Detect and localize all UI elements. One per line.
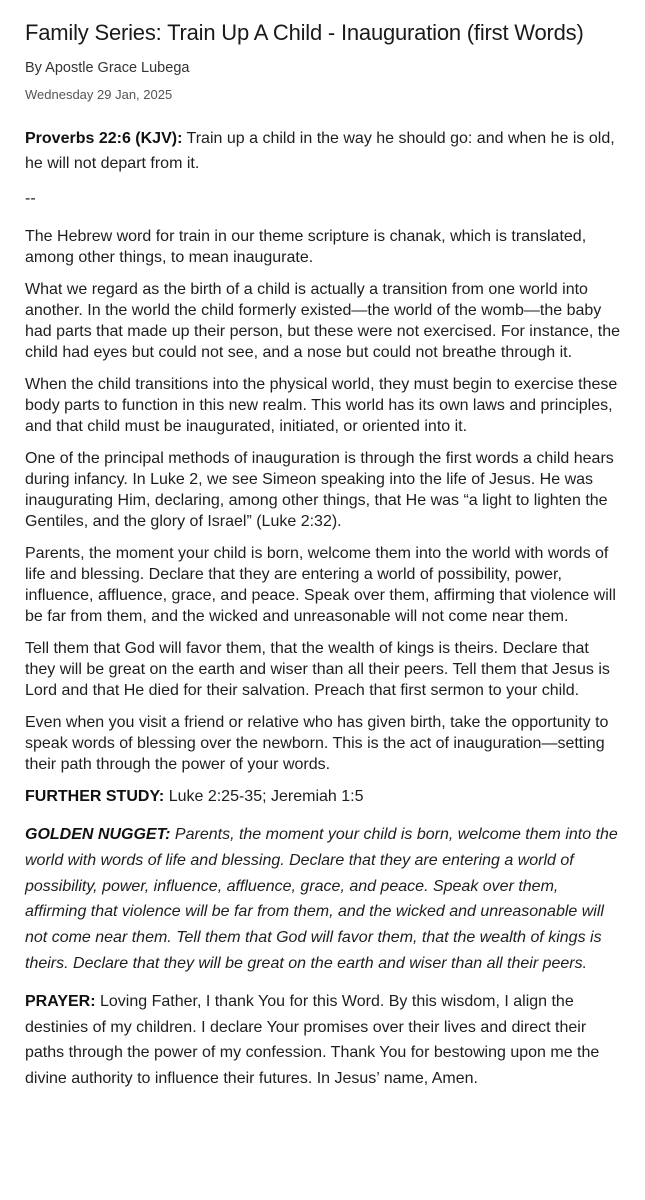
golden-nugget <box>25 822 621 977</box>
body-paragraph-3: When the child transitions into the physical world, they must begin to exercise these body parts to function in this new realm. This world has its own laws and principles, and that child must be inaugurated, initiated, or oriented into it. <box>25 376 618 435</box>
further-study <box>25 786 621 807</box>
body-paragraph-6: Tell them that God will favor them, that the wealth of kings is theirs. Declare that they will be great on the earth and wiser than all their peers. Tell them that Jesus is Lord and that He died for their salvation. Preach that first sermon to your child. <box>25 640 610 699</box>
scripture-reference: Proverbs 22:6 (KJV): <box>25 130 183 147</box>
author-byline: By Apostle Grace Lubega <box>25 60 190 76</box>
publish-date: Wednesday 29 Jan, 2025 <box>25 87 173 102</box>
further-study-text: Luke 2:25-35; Jeremiah 1:5 <box>164 788 364 805</box>
further-study-label: FURTHER STUDY: <box>25 788 165 805</box>
body-paragraph-2: What we regard as the birth of a child is actually a transition from one world into another. In the world the child formerly existed—the world of the womb—the baby had parts that made up their person, but these were not exercised. For instance, the child had eyes but could not see, and a nose but could not breathe through it. <box>25 281 621 361</box>
prayer-text: Loving Father, I thank You for this Word. By this wisdom, I align the destinies of my children. I declare Your promises over their lives and direct their paths through the power of my confession. Thank You for bestowing upon me the divine authority to influence their futures. In Jesus’ name, Amen. <box>25 992 600 1088</box>
golden-nugget-text: Parents, the moment your child is born, welcome them into the world with words of life and blessing. Declare that they are entering a world of possibility, power, influence, affluence, grace, and peace. Speak over them, affirming that violence will be far from them, and the wicked and unreasonable will not come near them. Tell them that God will favor them, that the wealth of kings is theirs. Declare that they will be great on the earth and wiser than all their peers. <box>25 826 618 972</box>
scripture-text: Train up a child in the way he should go: and when he is old, he will not depart from it. <box>25 130 615 172</box>
golden-nugget-label: GOLDEN NUGGET: <box>25 826 171 843</box>
prayer <box>25 989 621 1092</box>
body-paragraph-7: Even when you visit a friend or relative who has given birth, take the opportunity to speak words of blessing over the newborn. This is the act of inauguration—setting their path through the power of your words. <box>25 714 609 773</box>
body-paragraph-1: The Hebrew word for train in our theme scripture is chanak, which is translated, among other things, to mean inaugurate. <box>25 228 587 266</box>
prayer-label: PRAYER: <box>25 992 96 1010</box>
body-paragraph-5: Parents, the moment your child is born, welcome them into the world with words of life and blessing. Declare that they are entering a world of possibility, power, influence, affluence, grace, and peace. Speak over them, affirming that violence will be far from them, and the wicked and unreasonable will not come near them. <box>25 545 616 625</box>
theme-scripture <box>25 126 621 176</box>
article-title: Family Series: Train Up A Child - Inauguration (first Words) <box>25 20 584 45</box>
body-paragraph-4: One of the principal methods of inauguration is through the first words a child hears during infancy. In Luke 2, we see Simeon speaking into the life of Jesus. He was inaugurating Him, declaring, among other things, that He was “a light to lighten the Gentiles, and the glory of Israel” (Luke 2:32). <box>25 450 614 530</box>
separator: -- <box>25 190 36 207</box>
